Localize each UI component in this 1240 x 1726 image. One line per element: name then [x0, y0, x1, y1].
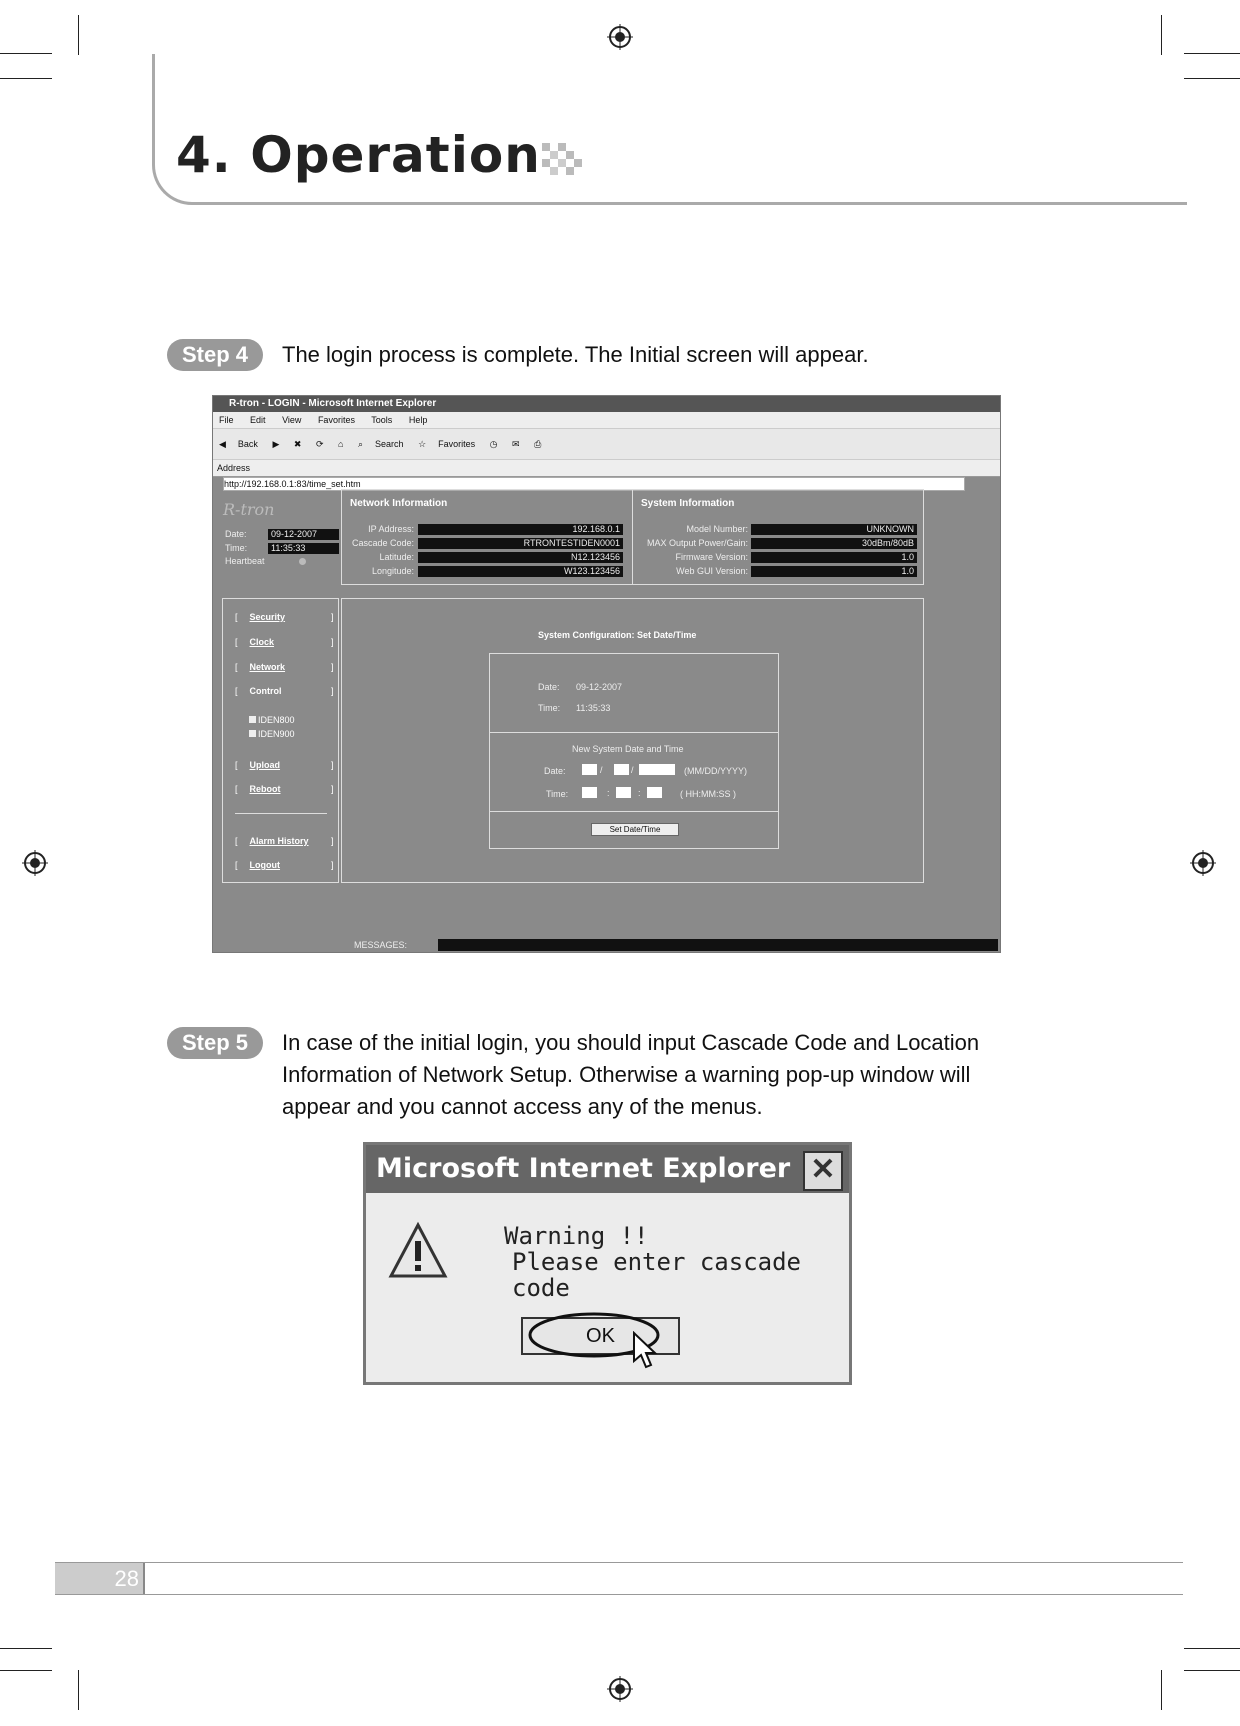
cascade-code-label: Cascade Code: — [351, 538, 414, 548]
minute-input[interactable] — [616, 787, 631, 798]
crop-mark — [0, 78, 52, 79]
iden800-checkbox[interactable] — [249, 716, 256, 723]
browser-screenshot — [212, 395, 1001, 953]
second-input[interactable] — [647, 787, 662, 798]
back-button[interactable]: Back — [237, 439, 258, 449]
footer-top-line — [55, 1562, 1183, 1563]
address-label: Address — [217, 463, 251, 473]
warning-text: Please enter cascade code — [512, 1248, 801, 1302]
menu-edit[interactable]: Edit — [250, 415, 266, 425]
page-title: 4. Operation — [176, 126, 541, 184]
crop-mark — [0, 53, 52, 54]
latitude-value: N12.123456 — [418, 552, 623, 563]
crop-mark — [1184, 53, 1240, 54]
crop-mark — [0, 1648, 52, 1649]
iden800-option[interactable] — [249, 715, 295, 725]
longitude-label: Longitude: — [371, 566, 414, 576]
year-input[interactable] — [639, 764, 675, 775]
day-input[interactable] — [614, 764, 629, 775]
warning-heading: Warning !! — [504, 1222, 649, 1250]
model-number-label: Model Number: — [686, 524, 748, 534]
nav-item-security: [ Security ] — [235, 612, 334, 622]
iden800-label: IDEN800 — [258, 715, 295, 725]
menu-view[interactable]: View — [282, 415, 302, 425]
crop-mark — [78, 1670, 79, 1710]
set-button-box — [489, 811, 779, 849]
mouse-cursor-icon — [632, 1331, 658, 1371]
refresh-icon[interactable]: ⟳ — [315, 439, 324, 449]
network-info-panel — [341, 489, 633, 585]
browser-toolbar — [213, 428, 1000, 459]
registration-mark-icon — [607, 24, 633, 50]
nav-link-upload[interactable]: Upload — [249, 760, 281, 770]
crop-mark — [1184, 1648, 1240, 1649]
registration-mark-icon — [607, 1676, 633, 1702]
cascade-code-value: RTRONTESTIDEN0001 — [418, 538, 623, 549]
menu-file[interactable]: File — [219, 415, 234, 425]
history-icon[interactable]: ◷ — [489, 439, 498, 449]
set-datetime-button[interactable]: Set Date/Time — [591, 823, 679, 836]
ip-address-value: 192.168.0.1 — [418, 524, 623, 535]
time-value: 11:35:33 — [268, 543, 339, 554]
web-gui-version-value: 1.0 — [751, 566, 917, 577]
mail-icon[interactable]: ✉ — [512, 439, 520, 449]
address-bar — [213, 459, 1000, 489]
longitude-value: W123.123456 — [418, 566, 623, 577]
nav-item-network: [ Network ] — [235, 662, 334, 672]
warning-icon — [388, 1221, 448, 1281]
nav-item-logout: [ Logout ] — [235, 860, 334, 870]
nav-link-clock[interactable]: Clock — [249, 637, 275, 647]
heartbeat-indicator — [299, 558, 306, 565]
messages-bar — [438, 939, 998, 951]
ok-button[interactable]: OK — [521, 1317, 680, 1355]
nav-panel — [222, 598, 339, 883]
max-output-label: MAX Output Power/Gain: — [646, 538, 748, 548]
max-output-value: 30dBm/80dB — [751, 538, 917, 549]
config-panel — [341, 598, 924, 883]
new-datetime-box: New System Date and Time Date: / / (MM/DD/YYYY) Time: : : ( HH:MM:SS ) — [489, 732, 779, 812]
new-date-label: Date: — [544, 766, 566, 776]
step-4-text: The login process is complete. The Initial screen will appear. — [282, 342, 869, 367]
nav-item-clock: [ Clock ] — [235, 637, 334, 647]
checker-decoration-icon — [542, 143, 586, 179]
iden900-option[interactable] — [249, 729, 295, 739]
date-label: Date: — [225, 529, 247, 539]
crop-mark — [1184, 78, 1240, 79]
new-time-label: Time: — [546, 789, 569, 799]
latitude-label: Latitude: — [379, 552, 414, 562]
crop-mark — [78, 15, 79, 55]
system-info-panel — [632, 489, 924, 585]
registration-mark-icon — [22, 850, 48, 876]
nav-link-alarm-history[interactable]: Alarm History — [249, 836, 309, 846]
current-date-label: Date: — [538, 682, 560, 692]
browser-menu-bar — [213, 412, 1000, 428]
footer-bottom-line — [55, 1594, 1183, 1595]
address-input[interactable]: http://192.168.0.1:83/time_set.htm — [223, 477, 965, 491]
iden900-label: IDEN900 — [258, 729, 295, 739]
stop-icon[interactable]: ✖ — [293, 439, 302, 449]
favorites-button[interactable]: Favorites — [438, 439, 476, 449]
crop-mark — [1161, 1670, 1162, 1710]
network-info-title: Network Information — [350, 498, 448, 509]
home-icon[interactable]: ⌂ — [338, 439, 344, 449]
firmware-version-value: 1.0 — [751, 552, 917, 563]
date-format-hint: (MM/DD/YYYY) — [684, 766, 747, 776]
nav-link-security[interactable]: Security — [249, 612, 286, 622]
web-gui-version-label: Web GUI Version: — [676, 566, 748, 576]
search-button[interactable]: Search — [375, 439, 404, 449]
dialog-title: Microsoft Internet Explorer — [366, 1145, 849, 1193]
new-datetime-title: New System Date and Time — [572, 744, 684, 754]
heartbeat-label: Heartbeat — [225, 556, 265, 566]
hour-input[interactable] — [582, 787, 597, 798]
logo: R-tron — [223, 500, 275, 519]
browser-title-bar: R-tron - LOGIN - Microsoft Internet Explorer — [213, 396, 1000, 412]
ip-address-label: IP Address: — [368, 524, 414, 534]
back-icon[interactable]: ◀ — [219, 439, 226, 449]
model-number-value: UNKNOWN — [751, 524, 917, 535]
menu-tools[interactable]: Tools — [371, 415, 393, 425]
page-number: 28 — [55, 1563, 145, 1594]
registration-mark-icon — [1190, 850, 1216, 876]
nav-label-control[interactable]: Control — [249, 686, 282, 696]
search-icon[interactable]: ⌕ — [357, 439, 364, 449]
warning-message — [504, 1223, 849, 1301]
current-date-value: 09-12-2007 — [576, 682, 623, 692]
time-format-hint: ( HH:MM:SS ) — [680, 789, 736, 799]
config-title: System Configuration: Set Date/Time — [538, 630, 697, 640]
nav-item-upload: [ Upload ] — [235, 760, 334, 770]
step-5-line-3: appear and you cannot access any of the menus. — [282, 1094, 763, 1119]
nav-link-logout[interactable]: Logout — [249, 860, 281, 870]
menu-favorites[interactable]: Favorites — [317, 415, 355, 425]
step-5-line-2: Information of Network Setup. Otherwise a warning pop-up window will — [282, 1062, 971, 1087]
date-value: 09-12-2007 — [268, 529, 339, 540]
nav-divider — [235, 813, 327, 814]
messages-label: MESSAGES: — [354, 940, 408, 950]
warning-dialog — [363, 1142, 852, 1385]
crop-mark — [1184, 1670, 1240, 1671]
close-icon[interactable]: ✕ — [803, 1151, 843, 1191]
firmware-version-label: Firmware Version: — [675, 552, 748, 562]
nav-item-reboot: [ Reboot ] — [235, 784, 334, 794]
step-5-badge: Step 5 — [167, 1027, 263, 1059]
iden900-checkbox[interactable] — [249, 730, 256, 737]
step-5-line-1: In case of the initial login, you should input Cascade Code and Location — [282, 1030, 980, 1055]
current-datetime-box — [489, 653, 779, 733]
forward-icon[interactable]: ▶ — [272, 439, 280, 449]
current-time-value: 11:35:33 — [576, 703, 611, 713]
step-4-badge: Step 4 — [167, 339, 263, 371]
current-time-label: Time: — [538, 703, 561, 713]
crop-mark — [0, 1670, 52, 1671]
menu-help[interactable]: Help — [408, 415, 428, 425]
time-label: Time: — [225, 543, 248, 553]
star-icon[interactable]: ☆ — [418, 439, 427, 449]
nav-link-network[interactable]: Network — [249, 662, 286, 672]
nav-item-control: [ Control ] — [235, 686, 334, 696]
print-icon[interactable]: ⎙ — [534, 439, 542, 449]
nav-link-reboot[interactable]: Reboot — [249, 784, 281, 794]
nav-item-alarm-history: [ Alarm History ] — [235, 836, 334, 846]
month-input[interactable] — [582, 764, 597, 775]
system-info-title: System Information — [641, 498, 735, 509]
crop-mark — [1161, 15, 1162, 55]
